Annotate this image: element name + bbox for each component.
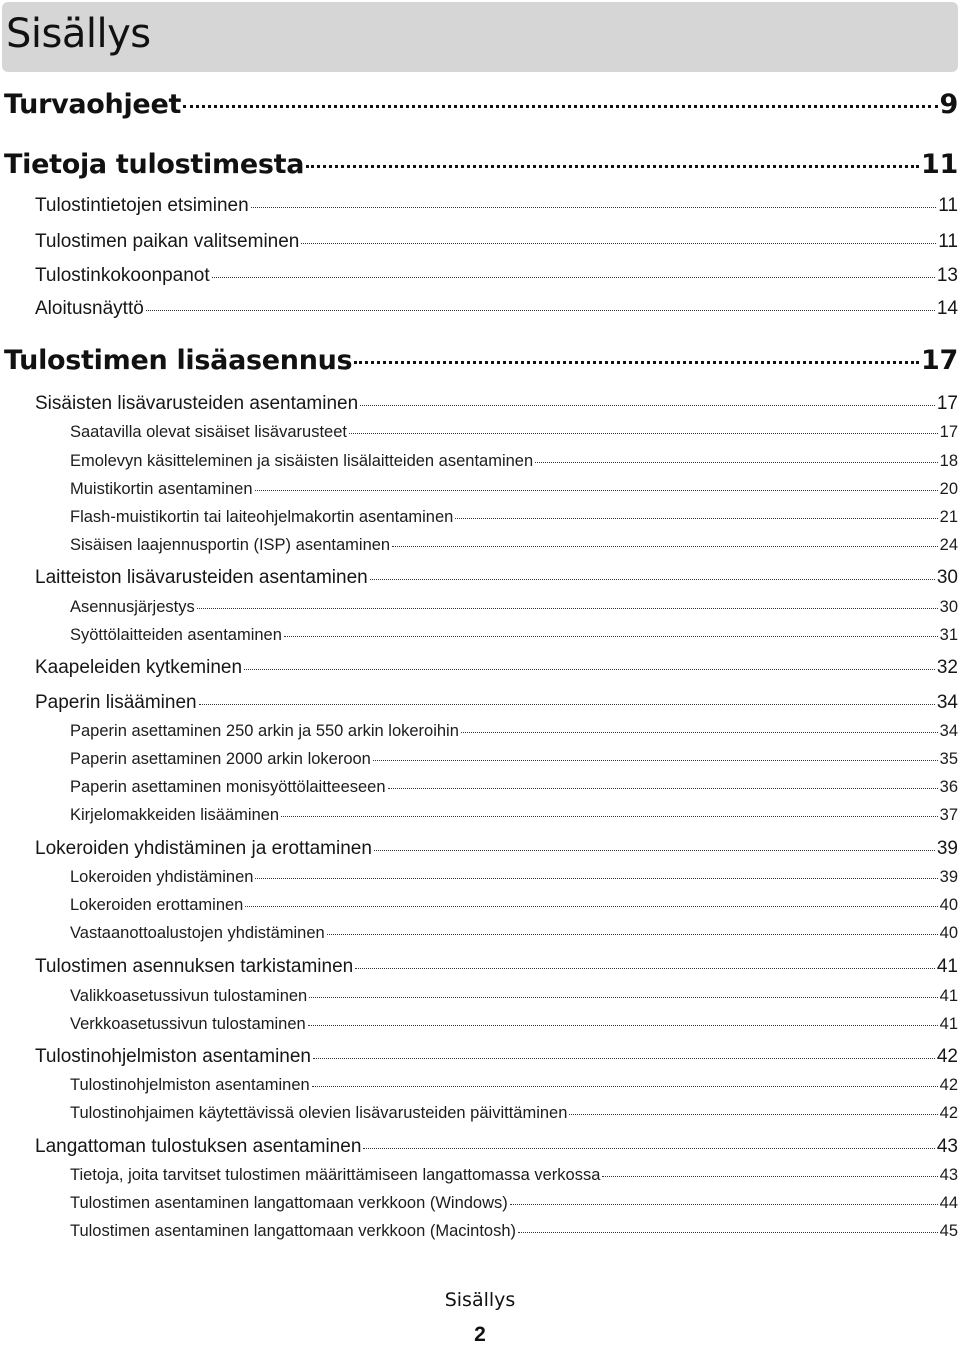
toc-leader [354, 342, 919, 369]
toc-entry-label: Lokeroiden yhdistäminen [70, 867, 254, 886]
toc-leader [281, 803, 938, 820]
toc-entry[interactable] [70, 1012, 958, 1034]
toc-leader [244, 654, 935, 673]
toc-leader [602, 1163, 937, 1180]
toc-entry-page: 36 [939, 777, 958, 796]
toc-entry-label: Laitteiston lisävarusteiden asentaminen [35, 567, 368, 588]
toc-entry-page: 39 [939, 867, 958, 886]
toc-leader [569, 1101, 937, 1118]
toc-entry-page: 34 [936, 692, 958, 713]
toc-entry-page: 43 [939, 1165, 958, 1184]
toc-entry-label: Sisäisten lisävarusteiden asentaminen [35, 393, 359, 414]
page-title: Sisällys [6, 11, 151, 57]
toc-entry[interactable] [70, 803, 958, 825]
toc-entry-page: 30 [936, 567, 958, 588]
toc-entry[interactable] [4, 342, 958, 376]
toc-entry-page: 40 [939, 923, 958, 942]
toc-entry-label: Saatavilla olevat sisäiset lisävarusteet [70, 422, 347, 441]
toc-entry[interactable] [70, 719, 958, 741]
toc-leader [535, 449, 937, 466]
toc-entry-label: Tulostinohjelmiston asentaminen [35, 1046, 312, 1067]
title-bar [2, 2, 958, 72]
toc-entry[interactable] [35, 564, 958, 589]
toc-entry-label: Paperin asettaminen monisyöttölaitteeseen [70, 777, 386, 796]
toc-entry[interactable] [70, 1163, 958, 1185]
toc-entry[interactable] [35, 228, 958, 253]
toc-entry-page: 43 [936, 1136, 958, 1157]
toc-entry-label: Paperin lisääminen [35, 692, 197, 713]
toc-entry-page: 24 [939, 535, 958, 554]
toc-entry[interactable] [35, 192, 958, 217]
toc-entry-label: Tulostimen lisäasennus [4, 345, 353, 376]
toc-entry-label: Paperin asettaminen 250 arkin ja 550 arkin lokeroihin [70, 721, 459, 740]
toc-entry-page: 18 [939, 451, 958, 470]
toc-entry[interactable] [70, 1219, 958, 1241]
toc-leader [245, 893, 937, 910]
toc-entry-label: Tulostimen asennuksen tarkistaminen [35, 956, 354, 977]
toc-entry-label: Kaapeleiden kytkeminen [35, 657, 243, 678]
toc-entry-label: Tulostimen asentaminen langattomaan verkkoon (Windows) [70, 1193, 508, 1212]
toc-leader [183, 86, 937, 113]
toc-entry-page: 39 [936, 838, 958, 859]
toc-entry[interactable] [35, 390, 958, 415]
toc-leader [355, 953, 935, 972]
toc-entry-page: 42 [939, 1075, 958, 1094]
toc-entry-page: 13 [936, 265, 958, 286]
toc-entry-label: Tulostinkokoonpanot [35, 265, 210, 286]
toc-entry-label: Muistikortin asentaminen [70, 479, 253, 498]
toc-entry-label: Tietoja, joita tarvitset tulostimen määrittämiseen langattomassa verkossa [70, 1165, 601, 1184]
toc-entry-page: 41 [939, 1014, 958, 1033]
toc-entry-label: Langattoman tulostuksen asentaminen [35, 1136, 362, 1157]
toc-entry[interactable] [70, 595, 958, 617]
toc-entry-label: Lokeroiden yhdistäminen ja erottaminen [35, 838, 372, 859]
toc-entry-label: Tulostimen paikan valitseminen [35, 231, 300, 252]
toc-entry[interactable] [35, 1133, 958, 1158]
toc-leader [510, 1191, 938, 1208]
toc-entry[interactable] [35, 953, 958, 978]
toc-entry[interactable] [35, 654, 958, 679]
toc-entry-label: Lokeroiden erottaminen [70, 895, 244, 914]
toc-leader [363, 1133, 934, 1152]
toc-entry-label: Syöttölaitteiden asentaminen [70, 625, 282, 644]
toc-entry[interactable] [4, 146, 958, 180]
toc-entry[interactable] [70, 449, 958, 471]
toc-entry-label: Flash-muistikortin tai laiteohjelmakortin asentaminen [70, 507, 454, 526]
toc-entry[interactable] [35, 835, 958, 860]
toc-leader [349, 420, 938, 437]
toc-entry-page: 35 [939, 749, 958, 768]
toc-entry[interactable] [70, 865, 958, 887]
toc-entry[interactable] [35, 689, 958, 714]
toc-leader [374, 835, 935, 854]
toc-entry-page: 44 [939, 1193, 958, 1212]
toc-entry[interactable] [70, 984, 958, 1006]
toc-entry-page: 32 [936, 657, 958, 678]
toc-leader [392, 533, 938, 550]
toc-entry-label: Aloitusnäyttö [35, 298, 144, 319]
toc-entry-label: Asennusjärjestys [70, 597, 195, 616]
toc-leader [255, 477, 938, 494]
toc-entry[interactable] [70, 1073, 958, 1095]
toc-entry[interactable] [70, 533, 958, 555]
toc-entry[interactable] [70, 505, 958, 527]
toc-entry-label: Vastaanottoalustojen yhdistäminen [70, 923, 325, 942]
toc-entry[interactable] [70, 623, 958, 645]
toc-leader [373, 747, 938, 764]
toc-entry-page: 41 [936, 956, 958, 977]
toc-entry-label: Verkkoasetussivun tulostaminen [70, 1014, 306, 1033]
toc-entry[interactable] [70, 477, 958, 499]
toc-entry[interactable] [70, 921, 958, 943]
toc-entry-page: 11 [938, 231, 958, 252]
toc-entry-page: 42 [936, 1046, 958, 1067]
toc-leader [255, 865, 937, 882]
toc-leader [461, 719, 938, 736]
toc-entry-page: 20 [939, 479, 958, 498]
toc-entry-label: Turvaohjeet [4, 89, 182, 120]
toc-entry-page: 11 [938, 195, 958, 216]
toc-entry-label: Paperin asettaminen 2000 arkin lokeroon [70, 749, 371, 768]
toc-entry-label: Tietoja tulostimesta [4, 149, 305, 180]
toc-leader [212, 262, 935, 281]
toc-entry-page: 30 [939, 597, 958, 616]
toc-leader [197, 595, 938, 612]
toc-entry-label: Tulostinohjelmiston asentaminen [70, 1075, 310, 1094]
toc-leader [312, 1073, 938, 1090]
toc-entry[interactable] [70, 747, 958, 769]
toc-leader [388, 775, 938, 792]
toc-leader [360, 390, 935, 409]
toc-entry-page: 17 [936, 393, 958, 414]
toc-entry-page: 31 [939, 625, 958, 644]
toc-leader [327, 921, 938, 938]
toc-leader [313, 1043, 935, 1062]
toc-entry-page: 42 [939, 1103, 958, 1122]
toc-leader [146, 295, 935, 314]
toc-entry[interactable] [70, 775, 958, 797]
toc-entry-page: 40 [939, 895, 958, 914]
toc-leader [199, 689, 935, 708]
toc-entry-page: 11 [921, 149, 958, 180]
toc-leader [370, 564, 935, 583]
toc-entry-page: 9 [939, 89, 958, 120]
toc-entry[interactable] [70, 1101, 958, 1123]
toc-leader [455, 505, 937, 522]
toc-entry[interactable] [4, 86, 958, 120]
toc-entry-page: 17 [921, 345, 958, 376]
toc-entry[interactable] [35, 1043, 958, 1068]
toc-entry-label: Tulostinohjaimen käytettävissä olevien lisävarusteiden päivittäminen [70, 1103, 568, 1122]
toc-entry-label: Emolevyn käsitteleminen ja sisäisten lisälaitteiden asentaminen [70, 451, 534, 470]
toc-entry-page: 17 [939, 422, 958, 441]
toc-entry-label: Sisäisen laajennusportin (ISP) asentaminen [70, 535, 391, 554]
toc-entry[interactable] [70, 893, 958, 915]
toc-entry[interactable] [35, 295, 958, 320]
toc-entry-label: Tulostintietojen etsiminen [35, 195, 249, 216]
toc-entry-page: 14 [936, 298, 958, 319]
toc-leader [518, 1219, 938, 1236]
toc-leader [308, 1012, 938, 1029]
toc-entry[interactable] [70, 420, 958, 442]
toc-leader [306, 146, 919, 173]
toc-leader [309, 984, 937, 1001]
footer-page-number: 2 [474, 1323, 486, 1346]
toc-entry-label: Tulostimen asentaminen langattomaan verkkoon (Macintosh) [70, 1221, 517, 1240]
toc-entry-label: Kirjelomakkeiden lisääminen [70, 805, 280, 824]
toc-entry[interactable] [70, 1191, 958, 1213]
toc-leader [284, 623, 938, 640]
toc-entry-label: Valikkoasetussivun tulostaminen [70, 986, 308, 1005]
toc-leader [251, 192, 937, 211]
footer-section-name: Sisällys [444, 1289, 516, 1311]
toc-entry-page: 37 [939, 805, 958, 824]
toc-entry-page: 34 [939, 721, 958, 740]
toc-leader [301, 228, 936, 247]
toc-entry-page: 41 [939, 986, 958, 1005]
toc-entry-page: 45 [939, 1221, 958, 1240]
toc-entry-page: 21 [939, 507, 958, 526]
toc-entry[interactable] [35, 262, 958, 287]
